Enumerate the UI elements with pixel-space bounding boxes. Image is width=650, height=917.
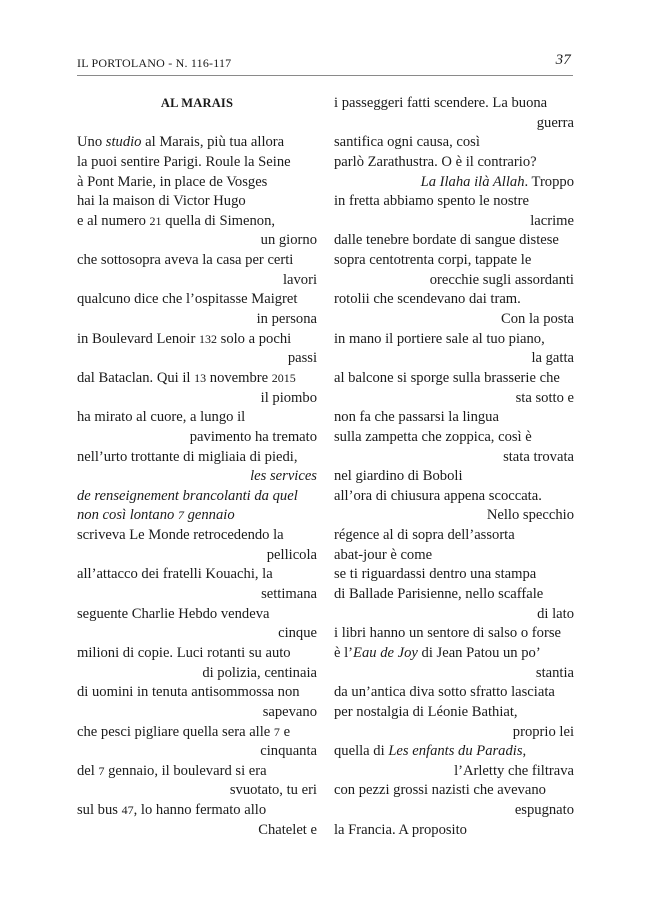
- poem-line: di Ballade Parisienne, nello scaffale: [334, 586, 544, 603]
- running-header: [77, 52, 573, 74]
- poem-title: AL MARAIS: [160, 96, 234, 110]
- poem-line: di uomini in tenuta antisommossa non: [77, 684, 300, 701]
- poem-line: svuotato, tu eri: [229, 782, 317, 799]
- poem-line: all’ora di chiusura appena scoccata.: [334, 487, 542, 504]
- poem-line: la Francia. A proposito: [334, 821, 467, 838]
- poem-line: di lato: [537, 605, 574, 622]
- poem-line: cinque: [278, 625, 317, 642]
- poem-line: in persona: [256, 311, 317, 328]
- poem-line: con pezzi grossi nazisti che avevano: [334, 782, 546, 799]
- poem-line: dalle tenebre bordate di sangue distese: [334, 232, 559, 249]
- poem-line: ha mirato al cuore, a lungo il: [77, 409, 246, 426]
- poem-line: lacrime: [530, 212, 574, 229]
- poem-line: in fretta abbiamo spento le nostre: [334, 193, 529, 210]
- poem-line: rotolii che scendevano dai tram.: [334, 291, 521, 308]
- poem-line: che pesci pigliare quella sera alle 7 e: [77, 723, 291, 740]
- poem-line: al balcone si sporge sulla brasserie che: [334, 369, 560, 386]
- poem-line: pellicola: [266, 546, 317, 563]
- poem-line: parlò Zarathustra. O è il contrario?: [334, 153, 537, 170]
- page-number: 37: [555, 52, 571, 68]
- poem-line: dal Bataclan. Qui il 13 novembre 2015: [77, 369, 296, 386]
- poem-line: espugnato: [514, 802, 574, 819]
- poem-line: è l’Eau de Joy di Jean Patou un po’: [334, 644, 541, 661]
- poem-line: stata trovata: [503, 448, 574, 465]
- poem-line: all’attacco dei fratelli Kouachi, la: [77, 566, 273, 583]
- journal-running-title: IL PORTOLANO - N. 116-117: [77, 56, 232, 70]
- poem-line: scriveva Le Monde retrocedendo la: [77, 527, 284, 544]
- left-column: [77, 94, 317, 840]
- poem-line: quella di Les enfants du Paradis,: [334, 743, 527, 760]
- poem-line: del 7 gennaio, il boulevard si era: [77, 762, 267, 779]
- poem-line: nell’urto trottante di migliaia di piedi,: [77, 448, 298, 465]
- poem-line: stantia: [535, 664, 574, 681]
- poem-line: abat-jour è come: [334, 546, 433, 563]
- poem-line: per nostalgia di Léonie Bathiat,: [334, 703, 518, 720]
- poem-line: santifica ogni causa, così: [334, 134, 480, 151]
- poem-line: Con la posta: [501, 311, 574, 328]
- poem-line: se ti riguardassi dentro una stampa: [334, 566, 537, 583]
- poem-line: in mano il portiere sale al tuo piano,: [334, 330, 545, 347]
- poem-line: de renseignement brancolanti da quel: [77, 487, 298, 504]
- poem-line: hai la maison di Victor Hugo: [77, 193, 246, 210]
- poem-line: il piombo: [260, 389, 317, 406]
- poem-line: i passeggeri fatti scendere. La buona: [334, 95, 548, 111]
- poem-line: La Ilaha ilà Allah. Troppo: [420, 173, 574, 190]
- poem-line: sapevano: [262, 703, 317, 720]
- poem-line: Uno studio al Marais, più tua allora: [77, 134, 285, 151]
- header-rule: [77, 75, 573, 76]
- poem-line: sta sotto e: [515, 389, 574, 406]
- poem-line: la puoi sentire Parigi. Roule la Seine: [77, 153, 291, 170]
- poem-line: lavori: [282, 271, 317, 288]
- poem-line: nel giardino di Boboli: [334, 468, 463, 485]
- poem-line: l’Arletty che filtrava: [454, 762, 574, 779]
- poem-line: sul bus 47, lo hanno fermato allo: [77, 802, 267, 819]
- poem-line: e al numero 21 quella di Simenon,: [77, 212, 276, 229]
- poem-line: guerra: [536, 114, 574, 131]
- poem-line: da un’antica diva sotto sfratto lasciata: [334, 684, 555, 701]
- poem-line: in Boulevard Lenoir 132 solo a pochi: [77, 330, 292, 347]
- stanza-gap: [77, 114, 317, 134]
- poem-line: sopra centotrenta corpi, tappate le: [334, 252, 532, 269]
- poem-line: i libri hanno un sentore di salso o forse: [334, 625, 561, 642]
- poem-line: di polizia, centinaia: [202, 664, 317, 681]
- poem-line: la gatta: [531, 350, 574, 367]
- poem-line: seguente Charlie Hebdo vendeva: [77, 605, 270, 622]
- poem-line: settimana: [261, 586, 317, 603]
- poem-line: orecchie sugli assordanti: [429, 271, 574, 288]
- poem-line: non fa che passarsi la lingua: [334, 409, 499, 426]
- poem-line: régence al di sopra dell’assorta: [334, 527, 515, 544]
- poem-line: Chatelet e: [258, 821, 317, 838]
- poem-line: pavimento ha tremato: [189, 428, 317, 445]
- poem-line: non così lontano 7 gennaio: [77, 507, 235, 524]
- poem-line: milioni di copie. Luci rotanti su auto: [77, 644, 291, 661]
- poem-line: cinquanta: [260, 743, 317, 760]
- right-column: [334, 94, 574, 840]
- poem-line: proprio lei: [512, 723, 574, 740]
- poem-line: les services: [250, 468, 317, 485]
- poem-line: à Pont Marie, in place de Vosges: [77, 173, 268, 190]
- poem-line: un giorno: [260, 232, 317, 249]
- poem-line: che sottosopra aveva la casa per certi: [77, 252, 294, 269]
- poem-line: qualcuno dice che l’ospitasse Maigret: [77, 291, 298, 308]
- poem-line: passi: [287, 350, 317, 367]
- poem-line: Nello specchio: [486, 507, 574, 524]
- poem-line: sulla zampetta che zoppica, così è: [334, 428, 532, 445]
